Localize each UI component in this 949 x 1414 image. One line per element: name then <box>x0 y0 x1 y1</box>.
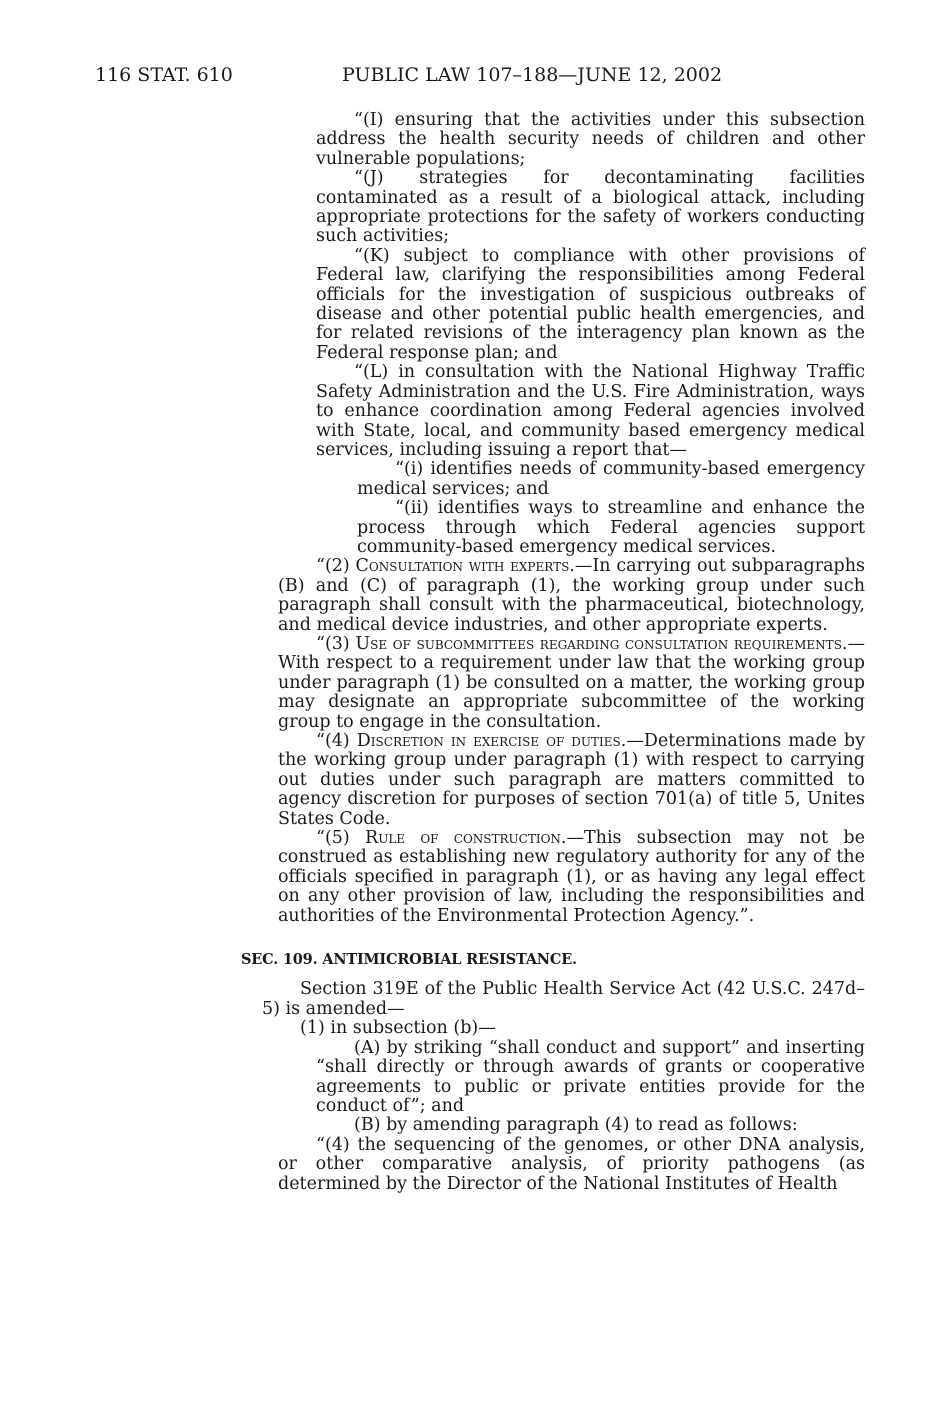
clause-j: “(J) strategies for decontaminating facilities contaminated as a result of a biological attack, including appropriate protections for the safety of workers conducting such activities; <box>316 168 865 247</box>
subclause-l-i: “(i) identifies needs of community-based emergency medical services; and <box>357 459 865 499</box>
document-body <box>0 111 949 1194</box>
paragraph-4-heading: Discretion in exercise of duties. <box>356 731 627 751</box>
paragraph-5-heading: Rule of construction. <box>365 828 567 849</box>
paragraph-3 <box>278 635 865 732</box>
paragraph-3-text: —With respect to a requirement under law that the working group under paragraph (1) be consulted on a matter, the working group may designate an appropriate subcommittee of the working group to engage in the consultation. <box>278 633 865 732</box>
paragraph-4-text: —Determinations made by the working group under paragraph (1) with respect to carrying out duties under such paragraph are matters committed to agency discretion for purposes of section 701(a) of title 5, Unites States Code. <box>278 731 865 829</box>
paragraph-5 <box>278 829 865 926</box>
paragraph-3-number: “(3) <box>316 633 356 654</box>
paragraph-2-heading: Consultation with experts. <box>355 556 575 577</box>
paragraph-2 <box>278 557 865 635</box>
subclause-l-ii: “(ii) identifies ways to streamline and enhance the process through which Federal agencies support community-based emergency medical services. <box>357 498 865 557</box>
paragraph-5-text: —This subsection may not be construed as establishing new regulatory authority for any of the officials specified in paragraph (1), or as having any legal effect on any other provision of law, including the responsibilities and authorities of the Environmental Protection Agency.”. <box>278 828 865 926</box>
clause-i: “(I) ensuring that the activities under this subsection address the health security needs of children and other vulnerable populations; <box>316 110 865 169</box>
running-head-title: PUBLIC LAW 107–188—JUNE 12, 2002 <box>342 64 723 86</box>
paragraph-3-heading: Use of subcommittees regarding consultation requirements. <box>355 633 848 654</box>
paragraph-4-number: “(4) <box>316 731 357 751</box>
amended-paragraph-4: “(4) the sequencing of the genomes, or other DNA analysis, or other comparative analysis, of priority pathogens (as determined by the Director of the National Institutes of Health <box>278 1134 865 1194</box>
paragraph-5-number: “(5) <box>316 828 366 849</box>
paragraph-4 <box>278 732 865 829</box>
section-intro: Section 319E of the Public Health Service Act (42 U.S.C. 247d–5) is amended— <box>262 979 865 1019</box>
clause-l: “(L) in consultation with the National Highway Traffic Safety Administration and the U.S. Fire Administration, ways to enhance coordination among Federal agencies involved with State, local, and community based emergency medical services, including issuing a report that— <box>316 362 865 460</box>
statute-page-number: 116 STAT. 610 <box>95 64 233 86</box>
section-heading: SEC. 109. ANTIMICROBIAL RESISTANCE. <box>241 951 577 969</box>
amendment-1-a: (A) by striking “shall conduct and support” and inserting “shall directly or through awards of grants or cooperative agreements to public or private entities provide for the conduct of”; and <box>316 1037 865 1116</box>
paragraph-2-text: —In carrying out subparagraphs (B) and (C) of paragraph (1), the working group under such paragraph shall consult with the pharmaceutical, biotechnology, and medical device industries, and other appropriate experts. <box>278 556 865 635</box>
clause-k: “(K) subject to compliance with other provisions of Federal law, clarifying the responsibilities among Federal officials for the investigation of suspicious outbreaks of disease and other potential public health emergencies, and for related revisions of the interagency plan known as the Federal response plan; and <box>316 245 865 363</box>
amendment-1-b: (B) by amending paragraph (4) to read as follows: <box>354 1115 798 1136</box>
amendment-1: (1) in subsection (b)— <box>300 1018 496 1039</box>
paragraph-2-number: “(2) <box>316 556 356 577</box>
page-header <box>95 64 865 88</box>
